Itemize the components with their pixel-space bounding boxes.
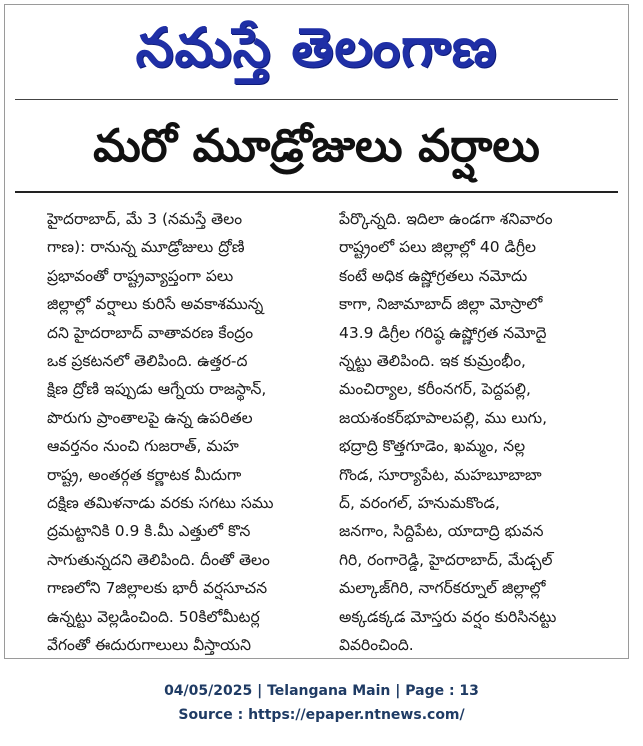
- masthead-divider: [15, 99, 618, 100]
- article-line: ఒక ప్రకటనలో తెలిపింది. ఉత్తర-ద: [47, 352, 248, 371]
- headline-divider: [15, 191, 618, 193]
- article-line: దని హైదరాబాద్ వాతావరణ కేంద్రం: [47, 323, 254, 342]
- article-line: జిల్లాల్లో వర్షాలు కురిసే అవకాశమున్న: [47, 295, 264, 314]
- article-line: 43.9 డిగ్రీల గరిష్ఠ ఉష్ణోగ్రత నమోదై: [339, 323, 547, 342]
- article-line: మంచిర్యాల, కరీంనగర్, పెద్దపల్లి,: [339, 380, 531, 399]
- article-line: ద్రమట్టానికి 0.9 కి.మీ ఎత్తులో కొన: [47, 522, 251, 541]
- article-column-left: [47, 205, 319, 660]
- article-line: కంటే అధిక ఉష్ణోగ్రతలు నమోదు: [339, 266, 528, 285]
- article-line: ప్రభావంతో రాష్ట్రవ్యాప్తంగా పలు: [47, 266, 234, 285]
- masthead-logo: నమస్తే తెలంగాణ: [135, 16, 498, 79]
- article-line: పేర్కొన్నది. ఇదిలా ఉండగా శనివారం: [339, 210, 553, 228]
- article-line: ద్, వరంగల్, హనుమకొండ,: [339, 494, 500, 513]
- article-line: క్షిణ ద్రోణి ఇప్పుడు ఆగ్నేయ రాజస్థాన్,: [47, 380, 267, 399]
- article-line: దక్షిణ తమిళనాడు వరకు సగటు సము: [47, 494, 274, 513]
- article-line: గాణ): రానున్న మూడ్రోజులు ద్రోణి: [47, 238, 245, 257]
- article-line: రాష్ట్ర, అంతర్గత కర్ణాటక మీదుగా: [47, 465, 242, 484]
- footer-date-line: 04/05/2025 | Telangana Main | Page : 13: [164, 683, 479, 699]
- footer-source-line: Source : https://epaper.ntnews.com/: [178, 707, 465, 723]
- article-line: ఉన్నట్టు వెల్లడించింది. 50కిలోమీటర్ల: [47, 607, 260, 626]
- article-body: [47, 205, 612, 653]
- article-line: మల్కాజ్‌గిరి, నాగర్‌కర్నూల్ జిల్లాల్లో: [339, 579, 546, 598]
- article-line: అక్కడక్కడ మోస్తరు వర్షం కురిసినట్టు: [339, 607, 557, 626]
- article-line: వేగంతో ఈదురుగాలులు వీస్తాయని: [47, 636, 251, 655]
- article-line: గిరి, రంగారెడ్డి, హైదరాబాద్, మేడ్చల్: [339, 550, 553, 569]
- article-line: వివరించింది.: [339, 636, 414, 655]
- article-line: గొండ, సూర్యాపేట, మహబూబాబా: [339, 465, 542, 484]
- article-line: సాగుతున్నదని తెలిపింది. దీంతో తెలం: [47, 550, 270, 569]
- article-column-right: [339, 205, 611, 660]
- article-headline: మరో మూడ్రోజులు వర్షాలు: [93, 119, 540, 172]
- article-line: హైదరాబాద్, మే 3 (నమస్తే తెలం: [47, 210, 243, 228]
- article-line: గాణలోని 7జిల్లాలకు భారీ వర్షసూచన: [47, 579, 268, 598]
- newspaper-clipping: [4, 4, 629, 659]
- article-line: భద్రాద్రి కొత్తగూడెం, ఖమ్మం, నల్ల: [339, 437, 526, 456]
- article-line: న్నట్టు తెలిపింది. ఇక కుమ్రంభీం,: [339, 352, 526, 371]
- article-line: రాష్ట్రంలో పలు జిల్లాల్లో 40 డిగ్రీల: [339, 238, 536, 257]
- article-line: కాగా, నిజామాబాద్ జిల్లా మోస్రాలో: [339, 295, 543, 314]
- article-line: పొరుగు ప్రాంతాలపై ఉన్న ఉపరితల: [47, 408, 253, 427]
- article-line: ఆవర్తనం నుంచి గుజరాత్, మహ: [47, 437, 239, 456]
- article-line: జయశంకర్‌భూపాలపల్లి, ము లుగు,: [339, 408, 548, 427]
- article-line: జనగాం, సిద్దిపేట, యాదాద్రి భువన: [339, 522, 544, 541]
